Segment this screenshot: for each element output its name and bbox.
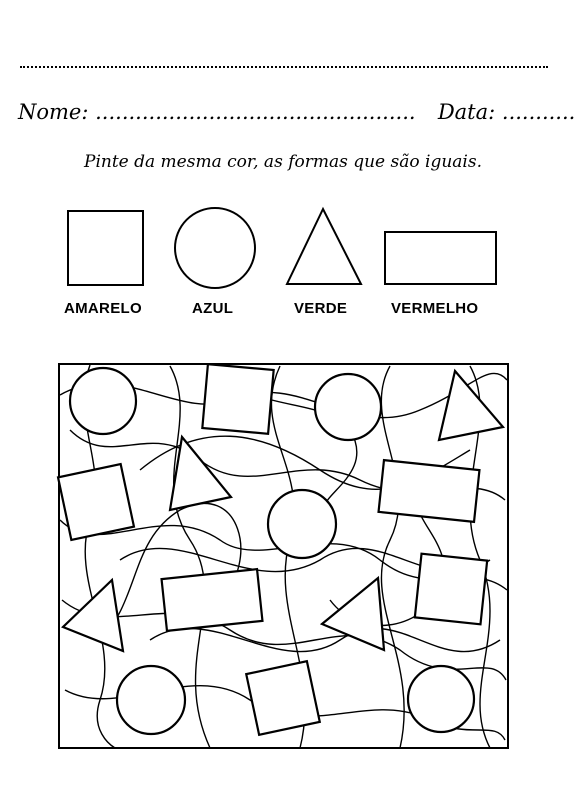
- maze-circle-3[interactable]: [268, 490, 336, 558]
- maze-square-3[interactable]: [415, 554, 487, 625]
- maze-triangle-4[interactable]: [322, 578, 384, 650]
- legend-label-azul: AZUL: [192, 300, 234, 317]
- maze-triangle-3[interactable]: [63, 580, 123, 651]
- name-label: Nome:: [18, 100, 89, 124]
- maze-shapes: [58, 364, 503, 735]
- maze-circle-1[interactable]: [70, 368, 136, 434]
- legend-label-verde: VERDE: [294, 300, 348, 317]
- maze-circle-4[interactable]: [117, 666, 185, 734]
- maze-square-2[interactable]: [58, 464, 134, 540]
- name-field[interactable]: ................................................: [95, 100, 416, 124]
- maze-square-4[interactable]: [246, 661, 320, 735]
- legend-label-amarelo: AMARELO: [64, 300, 142, 317]
- maze-rectangle-2[interactable]: [162, 569, 263, 631]
- maze-circle-2[interactable]: [315, 374, 381, 440]
- legend-label-vermelho: VERMELHO: [391, 300, 479, 317]
- date-field[interactable]: ...........: [501, 100, 576, 124]
- maze-rectangle-1[interactable]: [379, 460, 480, 522]
- date-label: Data:: [437, 100, 496, 124]
- maze-triangle-2[interactable]: [170, 437, 231, 510]
- maze-square-1[interactable]: [202, 364, 273, 434]
- maze-circle-5[interactable]: [408, 666, 474, 732]
- instruction-text: Pinte da mesma cor, as formas que são iguais.: [84, 152, 482, 172]
- maze-triangle-1[interactable]: [439, 371, 503, 440]
